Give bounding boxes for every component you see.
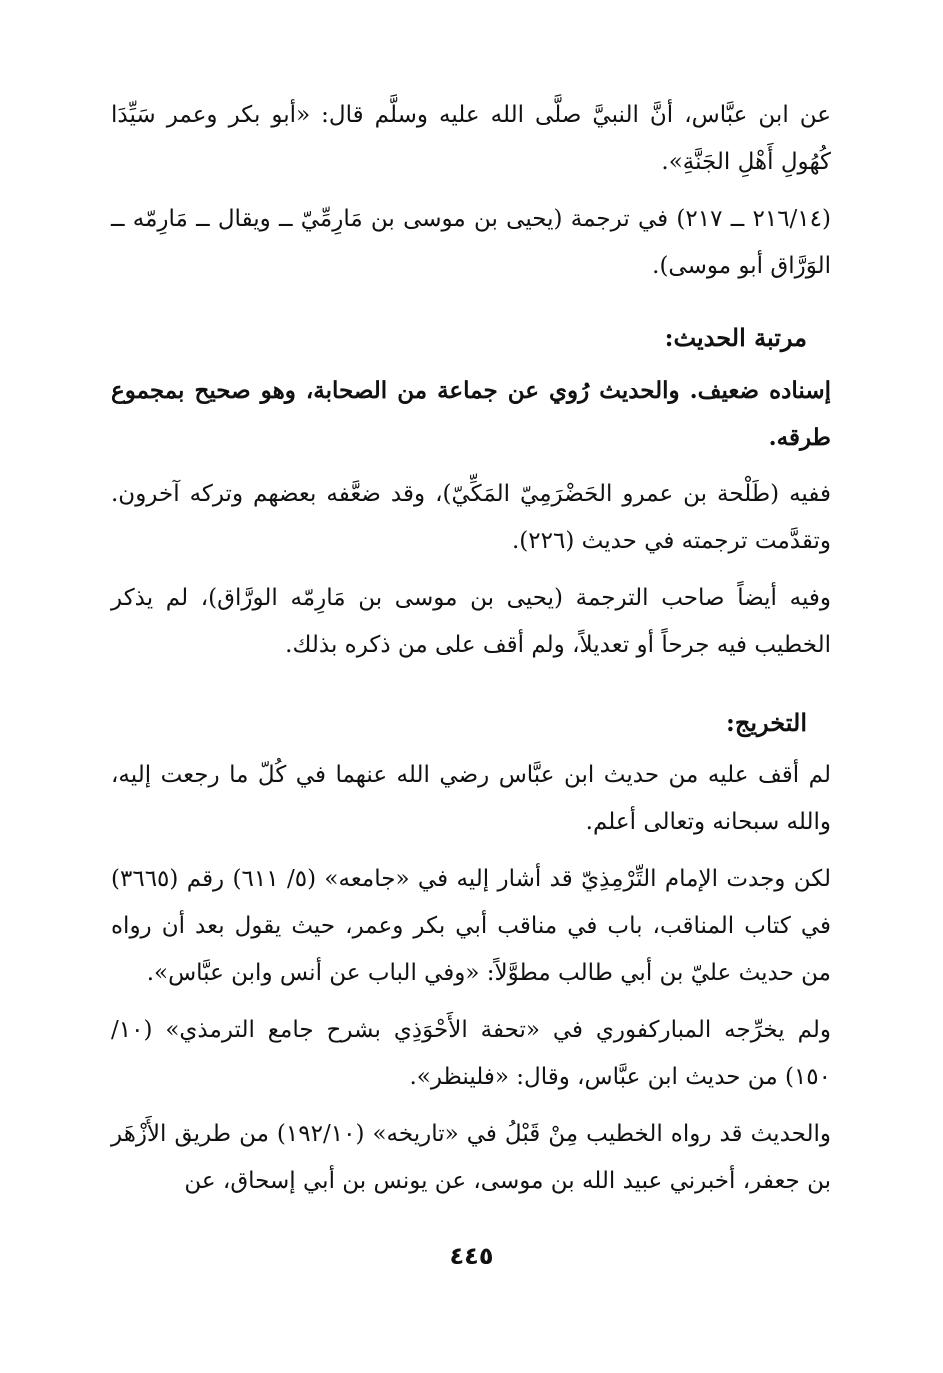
paragraph-mubarakfuri-reference: ولم يخرِّجه المباركفوري في «تحفة الأَحْوَذِي بشرح جامع الترمذي» (١٠/ ١٥٠) من حديث ابن عبَّاس، وقال: «فلينظر». (111, 1017, 831, 1090)
heading-hadith-grade: مرتبة الحديث: (664, 323, 807, 352)
page-content (111, 92, 831, 1205)
paragraph-grade-summary: إسناده ضعيف. والحديث رُوي عن جماعة من الصحابة، وهو صحيح بمجموع طرقه. (111, 377, 831, 451)
paragraph-source-reference: (٢١٦/١٤ ــ ٢١٧) في ترجمة (يحيى بن موسى بن مَارِمِّيّ ــ ويقال ــ مَارِمّه ــ الوَرَّاق أبو موسى). (111, 206, 831, 279)
heading-takhrij: التخريج: (726, 708, 807, 737)
paragraph-khatib-chain: والحديث قد رواه الخطيب مِنْ قَبْلُ في «تاريخه» (١٩٢/١٠) من طريق الأَزْهَر بن جعفر، أخبرني عبيد الله بن موسى، عن يونس بن أبي إسحاق، عن (111, 1121, 831, 1194)
paragraph-narrator-talha: ففيه (طَلْحة بن عمرو الحَضْرَمِيّ المَكِّيّ)، وقد ضعَّفه بعضهم وتركه آخرون. وتقدَّمت ترجمته في حديث (٢٢٦). (111, 481, 831, 554)
page-number: ٤٤٥ (449, 1242, 494, 1270)
paragraph-takhrij-intro: لم أقف عليه من حديث ابن عبَّاس رضي الله عنهما في كُلّ ما رجعت إليه، والله سبحانه وتعالى أعلم. (111, 762, 831, 835)
paragraph-hadith-text: عن ابن عبَّاس، أنَّ النبيَّ صلَّى الله عليه وسلَّم قال: «أبو بكر وعمر سَيِّدَا كُهُولِ أَهْلِ الجَنَّةِ». (111, 102, 831, 175)
paragraph-tirmidhi-reference: لكن وجدت الإمام التِّرْمِذِيّ قد أشار إليه في «جامعه» (٥/ ٦١١) رقم (٣٦٦٥) في كتاب المناقب، باب في مناقب أبي بكر وعمر، حيث يقول بعد أن رواه من حديث عليّ بن أبي طالب مطوَّلاً: «وفي الباب عن أنس وابن عبَّاس». (111, 866, 831, 986)
paragraph-narrator-yahya: وفيه أيضاً صاحب الترجمة (يحيى بن موسى بن مَارِمّه الورَّاق)، لم يذكر الخطيب فيه جرحاً أو تعديلاً، ولم أقف على من ذكره بذلك. (111, 585, 831, 658)
